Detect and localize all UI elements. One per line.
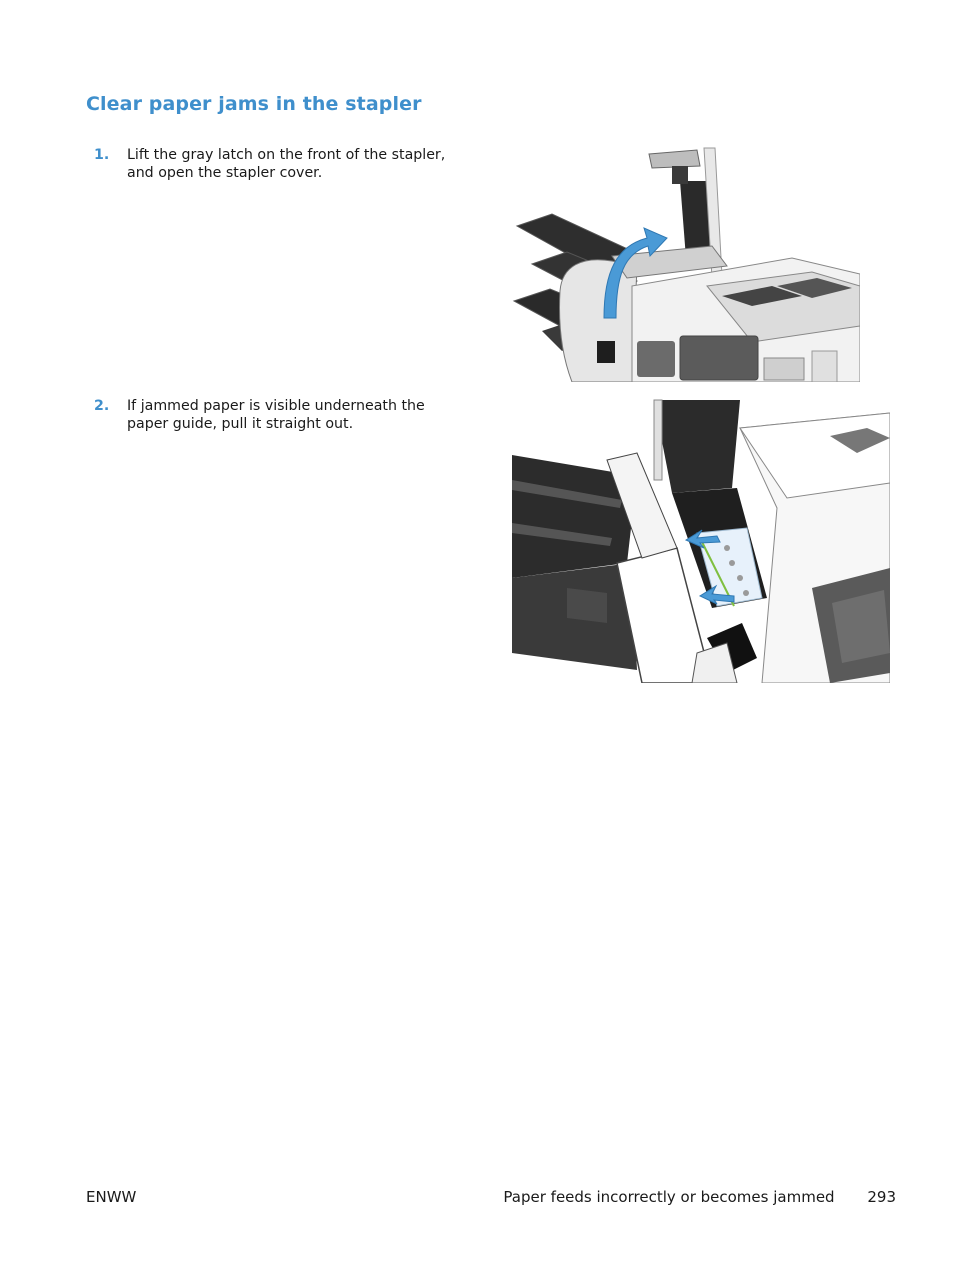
- section-heading: Clear paper jams in the stapler: [86, 93, 422, 115]
- step-number: 2.: [94, 398, 110, 414]
- page-number: 293: [867, 1188, 896, 1206]
- gray-latch: [597, 341, 615, 363]
- stapler-cover-drawing: [512, 146, 860, 382]
- paper-jam-illustration: [512, 398, 890, 683]
- footer-left-label: ENWW: [86, 1188, 137, 1206]
- footer-right: [503, 1188, 896, 1206]
- keypad: [764, 358, 804, 380]
- paper-jam-drawing: [512, 398, 890, 683]
- footer-section-title: Paper feeds incorrectly or becomes jammed: [503, 1188, 835, 1206]
- printer-body: [632, 258, 860, 382]
- step-text: If jammed paper is visible underneath the paper guide, pull it straight out.: [127, 398, 425, 432]
- step-number: 1.: [94, 147, 110, 163]
- stapler-cover-illustration: [512, 146, 860, 382]
- step-text: Lift the gray latch on the front of the stapler, and open the stapler cover.: [127, 147, 446, 181]
- control-panel-screen: [680, 336, 758, 380]
